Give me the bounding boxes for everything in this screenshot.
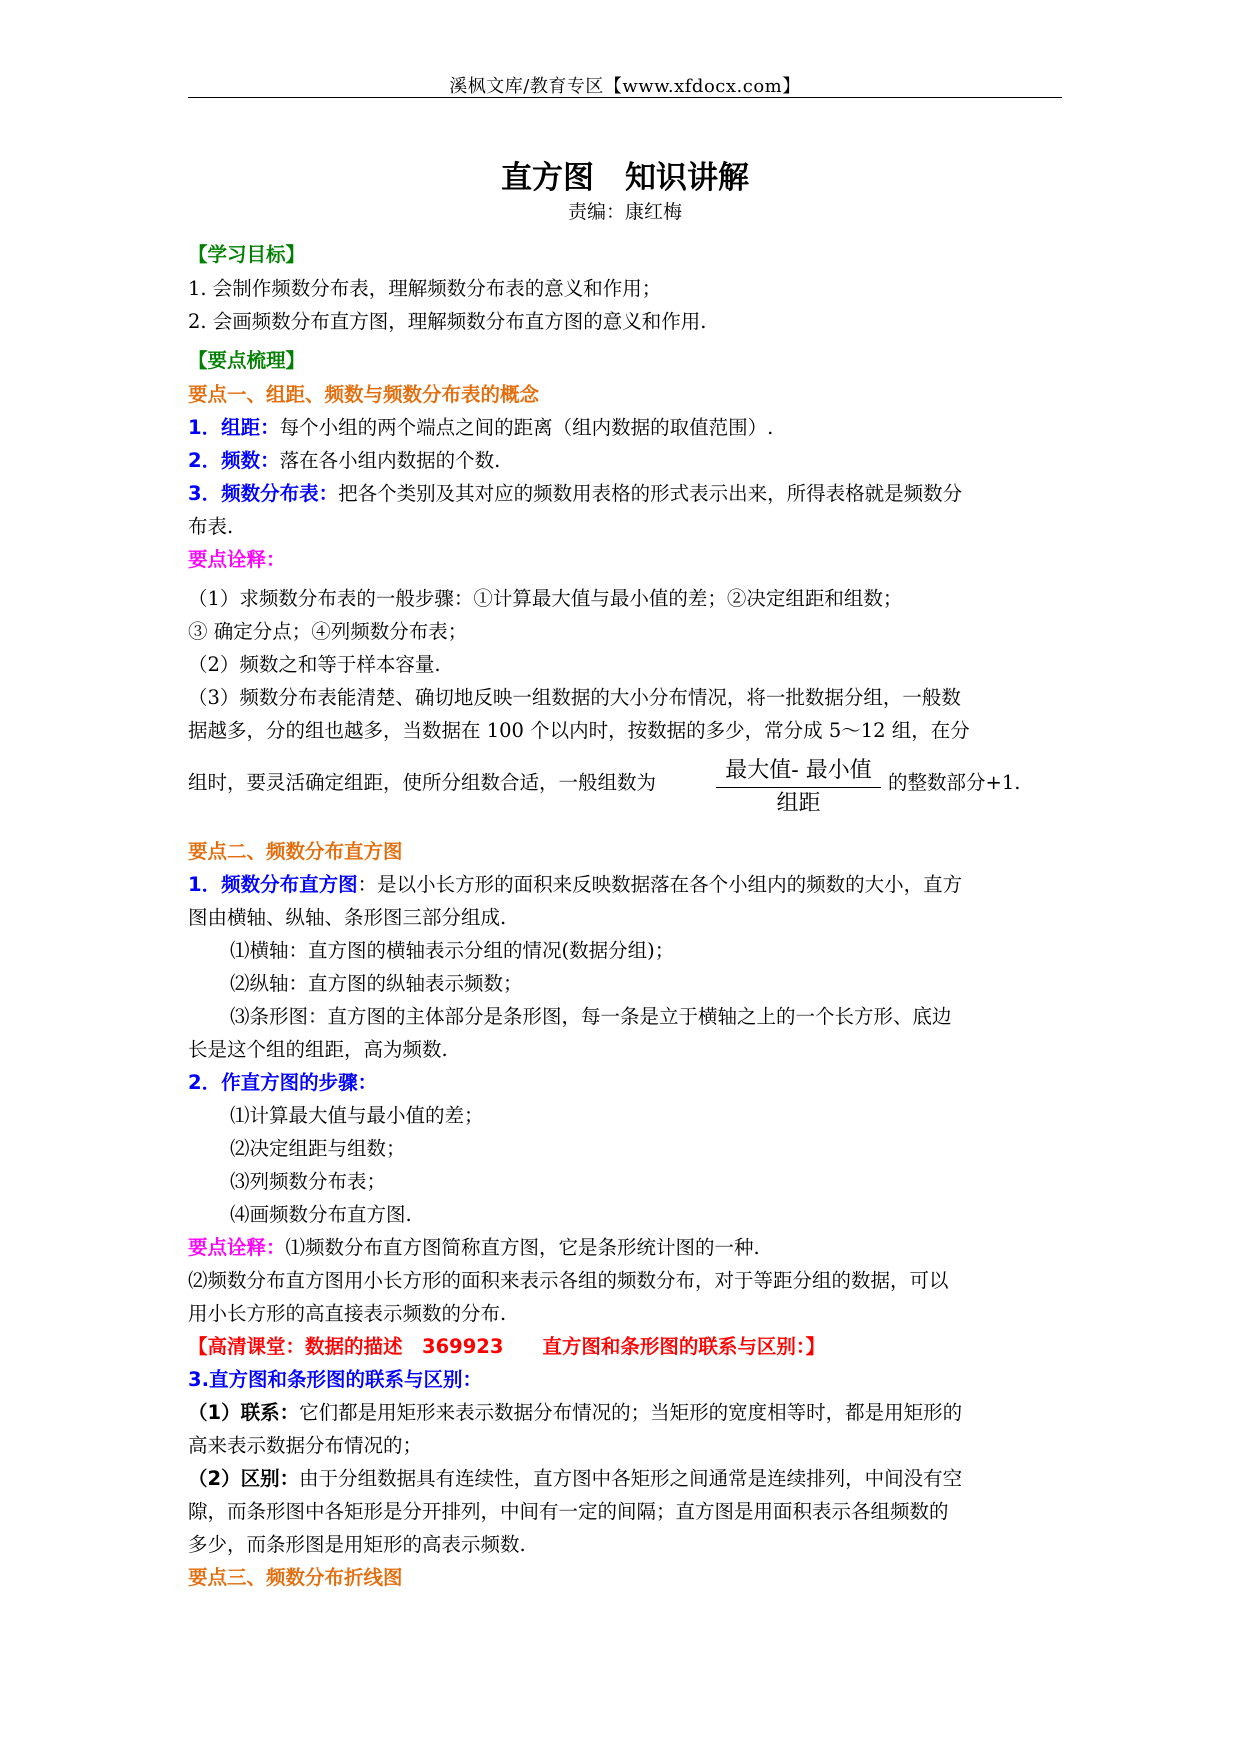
note-text: ⑴频数分布直方图简称直方图，它是条形统计图的一种. (285, 1236, 760, 1259)
relation-heading: 3.直方图和条形图的联系与区别： (188, 1368, 482, 1391)
group-count-formula-line (188, 755, 1062, 817)
definition-continuation: 图由横轴、纵轴、条形图三部分组成. (188, 906, 507, 929)
step-item: ⑴计算最大值与最小值的差； (230, 1104, 484, 1127)
definition-term: 3．频数分布表： (188, 482, 339, 505)
definition-text: 把各个类别及其对应的频数用表格的形式表示出来，所得表格就是频数分 (338, 482, 963, 505)
definition-text: ：是以小长方形的面积来反映数据落在各个小组内的频数的大小，直方 (357, 873, 963, 896)
fraction-denominator: 组距 (776, 791, 821, 816)
formula-suffix: 的整数部分+1. (888, 771, 1021, 794)
histogram-part: ⑴横轴：直方图的横轴表示分组的情况(数据分组)； (230, 939, 675, 962)
page-header: 溪枫文库/教育专区【www.xfdocx.com】 (449, 76, 801, 97)
steps-heading: 2．作直方图的步骤： (188, 1071, 378, 1094)
note-line: （3）频数分布表能清楚、确切地反映一组数据的大小分布情况，将一批数据分组，一般数 (188, 686, 961, 709)
step-item: ⑷画频数分布直方图. (230, 1203, 412, 1226)
histogram-definition (188, 868, 1062, 901)
note-line: 用小长方形的高直接表示频数的分布. (188, 1302, 507, 1325)
step-item: ⑶列频数分布表； (230, 1170, 387, 1193)
definition-continuation: 布表. (188, 515, 234, 538)
document-title: 直方图 知识讲解 (501, 160, 749, 196)
histogram-part-continuation: 长是这个组的组距，高为频数. (188, 1038, 448, 1061)
relation-continuation: 高来表示数据分布情况的； (188, 1434, 423, 1457)
definition-text: 每个小组的两个端点之间的距离（组内数据的取值范围）. (279, 416, 774, 439)
definition-text: 落在各小组内数据的个数. (279, 449, 501, 472)
relation-item (188, 1396, 1062, 1429)
definition-group-distance (188, 411, 1062, 444)
point2-note (188, 1231, 1062, 1264)
note-line: （1）求频数分布表的一般步骤：①计算最大值与最小值的差；②决定组距和组数； (188, 587, 903, 610)
note-line: ③ 确定分点；④列频数分布表； (188, 620, 468, 643)
formula-prefix: 组时，要灵活确定组距，使所分组数合适，一般组数为 (188, 771, 657, 794)
group-count-fraction (716, 755, 881, 820)
definition-frequency-table (188, 477, 1062, 510)
point3-heading: 要点三、频数分布折线图 (188, 1566, 403, 1589)
note-line: ⑵频数分布直方图用小长方形的面积来表示各组的频数分布，对于等距分组的数据，可以 (188, 1269, 949, 1292)
histogram-part: ⑵纵轴：直方图的纵轴表示频数； (230, 972, 523, 995)
point2-heading: 要点二、频数分布直方图 (188, 840, 403, 863)
point1-note-heading: 要点诠释： (188, 548, 286, 571)
header-divider (188, 97, 1062, 98)
editor-line: 责编：康红梅 (567, 201, 682, 223)
hd-class-banner: 【高清课堂：数据的描述 369923 直方图和条形图的联系与区别：】 (188, 1335, 826, 1358)
relation-item (188, 1462, 1062, 1495)
definition-frequency (188, 444, 1062, 477)
relation-text: 它们都是用矩形来表示数据分布情况的；当矩形的宽度相等时，都是用矩形的 (299, 1401, 963, 1424)
relation-term: （2）区别： (188, 1467, 300, 1490)
relation-text: 由于分组数据具有连续性，直方图中各矩形之间通常是连续排列，中间没有空 (299, 1467, 963, 1490)
note-line: 据越多，分的组也越多，当数据在 100 个以内时，按数据的多少，常分成 5～12 组，在分 (188, 719, 970, 742)
relation-term: （1）联系： (188, 1401, 300, 1424)
document-body (188, 158, 1062, 1594)
definition-term: 1．频数分布直方图 (188, 873, 358, 896)
objectives-heading: 【学习目标】 (188, 243, 306, 266)
note-heading: 要点诠释： (188, 1236, 286, 1259)
relation-continuation: 隙，而条形图中各矩形是分开排列，中间有一定的间隔；直方图是用面积表示各组频数的 (188, 1500, 949, 1523)
step-item: ⑵决定组距与组数； (230, 1137, 406, 1160)
definition-term: 1．组距： (188, 416, 280, 439)
note-line: （2）频数之和等于样本容量. (188, 653, 441, 676)
fraction-numerator: 最大值- 最小值 (716, 755, 881, 788)
definition-term: 2．频数： (188, 449, 280, 472)
relation-continuation: 多少，而条形图是用矩形的高表示频数. (188, 1533, 526, 1556)
points-heading: 【要点梳理】 (188, 349, 306, 372)
histogram-part: ⑶条形图：直方图的主体部分是条形图，每一条是立于横轴之上的一个长方形、底边 (230, 1005, 952, 1028)
objective-item: 2. 会画频数分布直方图，理解频数分布直方图的意义和作用. (188, 310, 707, 333)
objective-item: 1. 会制作频数分布表，理解频数分布表的意义和作用； (188, 277, 662, 300)
point1-heading: 要点一、组距、频数与频数分布表的概念 (188, 383, 540, 406)
